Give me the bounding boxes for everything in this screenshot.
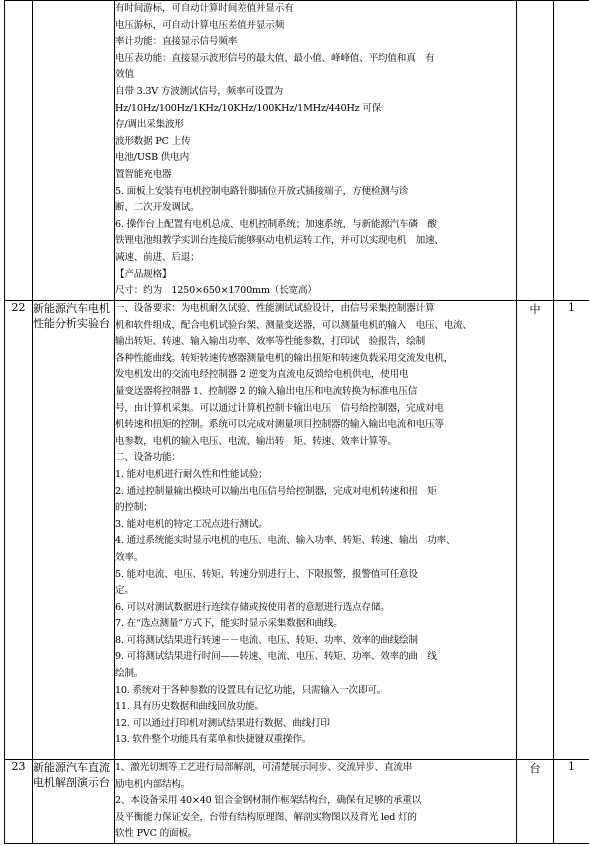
- description-line: 8. 可将测试结果进行转速－－电流、电压、转矩、功率、效率的曲线绘制: [115, 634, 418, 646]
- item-unit: 中: [517, 301, 554, 760]
- description-line: 发电机发出的交流电经控制器 2 逆变为直流电反馈给电机供电，使用电: [115, 369, 409, 381]
- description-line: 波形数据 PC 上传: [115, 135, 191, 147]
- description-line: 绘制。: [115, 668, 144, 680]
- table-row: [5, 1, 589, 301]
- item-name: 新能源汽车电机性能分析实验台: [33, 301, 115, 760]
- description-line: 电压游标，可自动计算电压差值并显示频: [115, 19, 285, 31]
- description-line: 有时间游标，可自动计算时间差值并显示有: [115, 3, 294, 14]
- description-line: 的控制；: [115, 502, 153, 514]
- description-line: 励电机内部结构。: [115, 778, 191, 790]
- item-description: [115, 1, 517, 301]
- item-description: [115, 301, 517, 760]
- item-quantity: 1: [554, 760, 589, 844]
- item-name: 新能源汽车直流电机解剖演示台: [33, 760, 115, 844]
- description-line: 13. 软件整个功能具有菜单和快捷键双重操作。: [115, 734, 311, 746]
- description-line: 率计功能：直接显示信号频率: [115, 36, 238, 48]
- description-line: 4. 通过系统能实时显示电机的电压、电流、输入功率、转矩、转速、输出 功率、: [115, 535, 456, 547]
- description-line: 二、设备功能：: [115, 452, 181, 464]
- description-line: 5. 面板上安装有电机控制电路针脚插位开放式插接端子，方便检测与诊: [115, 185, 409, 197]
- item-name: [33, 1, 115, 301]
- item-number: [5, 1, 33, 301]
- description-line: 置智能充电器: [115, 168, 172, 180]
- description-line: 存/调出采集波形: [115, 119, 184, 131]
- description-line: 效值: [115, 69, 134, 81]
- description-line: 电压表功能：直接显示波形信号的最大值、最小值、峰峰值、平均值和真 有: [115, 52, 435, 64]
- equipment-spec-table: [4, 0, 589, 844]
- description-line: 3. 能对电机的特定工况点进行测试。: [115, 518, 268, 530]
- description-line: 机和软件组成，配合电机试验台架、测量变送器，可以测量电机的输入 电压、电流、: [115, 319, 472, 331]
- description-line: 2. 通过控制量输出模块可以输出电压信号给控制器，完成对电机转速和扭 矩: [115, 485, 437, 497]
- description-line: 2、本设备采用 40×40 铝合金钢材制作框架结构台，确保有足够的承重以: [115, 795, 422, 807]
- description-line: 定。: [115, 585, 134, 597]
- description-line: 各种性能曲线。转矩转速传感器测量电机的输出扭矩和转速负载采用交流发电机，: [115, 352, 454, 364]
- description-line: 【产品规格】: [115, 268, 172, 280]
- description-line: 输出转矩、转速、输入输出功率、效率等性能参数，打印试 验报告，绘制: [115, 336, 425, 348]
- description-line: 及平衡能力保证安全，台带有结构原理图、解剖实物图以及背光 led 灯的: [115, 811, 417, 823]
- description-line: 铁锂电池组教学实训台连接后能够驱动电机运转工作，并可以实现电机 加速、: [115, 235, 444, 247]
- description-line: 5. 能对电流、电压、转矩、转速分别进行上、下限报警，报警值可任意设: [115, 568, 418, 580]
- description-line: 机转速和扭矩的控制。系统可以完成对测量项目控制器的输入输出电流和电压等: [115, 419, 444, 431]
- description-line: 12. 可以通过打印机对测试结果进行数据、曲线打印: [115, 717, 330, 729]
- item-unit: [517, 1, 554, 301]
- description-line: 9. 可将测试结果进行时间——转速、电流、电压、转矩、功率、效率的曲 线: [115, 651, 437, 663]
- description-line: 断、二次开发调试。: [115, 202, 200, 214]
- description-line: 10. 系统对于各种参数的设置具有记忆功能，只需输入一次即可。: [115, 684, 387, 696]
- item-quantity: [554, 1, 589, 301]
- table-row: [5, 760, 589, 844]
- description-line: 自带 3.3V 方波测试信号，频率可设置为: [115, 85, 283, 97]
- item-number: 22: [5, 301, 33, 760]
- description-line: 1. 能对电机进行耐久性和性能试验；: [115, 468, 268, 480]
- item-description: [115, 760, 517, 844]
- description-line: 量变送器将控制器 1、控制器 2 的输入输出电压和电流转换为标准电压信: [115, 385, 418, 397]
- description-line: 11. 具有历史数据和曲线回放功能。: [115, 701, 265, 713]
- description-line: 减速、前进、后退；: [115, 251, 200, 263]
- description-line: 效率。: [115, 551, 144, 563]
- description-line: 尺寸：约为 1250×650×1700mm（长宽高）: [115, 285, 317, 297]
- description-line: Hz/10Hz/100Hz/1KHz/10KHz/100KHz/1MHz/440Hz 可保: [115, 102, 382, 114]
- description-line: 号，由计算机采集。可以通过计算机控制卡输出电压 信号给控制器，完成对电: [115, 402, 444, 414]
- description-line: 6. 操作台上配置有电机总成、电机控制系统；加速系统，与新能源汽车磷 酸: [115, 218, 437, 230]
- description-line: 6. 可以对测试数据进行连续存储或按使用者的意愿进行选点存储。: [115, 601, 390, 613]
- description-line: 电池/USB 供电内: [115, 152, 189, 164]
- table-row: [5, 301, 589, 760]
- description-line: 电参数，电机的输入电压、电流、输出转 矩、转速、效率计算等。: [115, 435, 397, 447]
- item-number: 23: [5, 760, 33, 844]
- description-line: 一、设备要求：为电机耐久试验、性能测试试验设计，由信号采集控制器计算: [115, 303, 435, 314]
- item-unit: 台: [517, 760, 554, 844]
- description-line: 1、激光切割等工艺进行局部解剖，可清楚展示同步、交流异步、直流串: [115, 762, 413, 773]
- description-line: 7. 在“选点测量”方式下，能实时显示采集数据和曲线。: [115, 618, 343, 630]
- description-line: 软性 PVC 的面板。: [115, 828, 198, 840]
- item-quantity: 1: [554, 301, 589, 760]
